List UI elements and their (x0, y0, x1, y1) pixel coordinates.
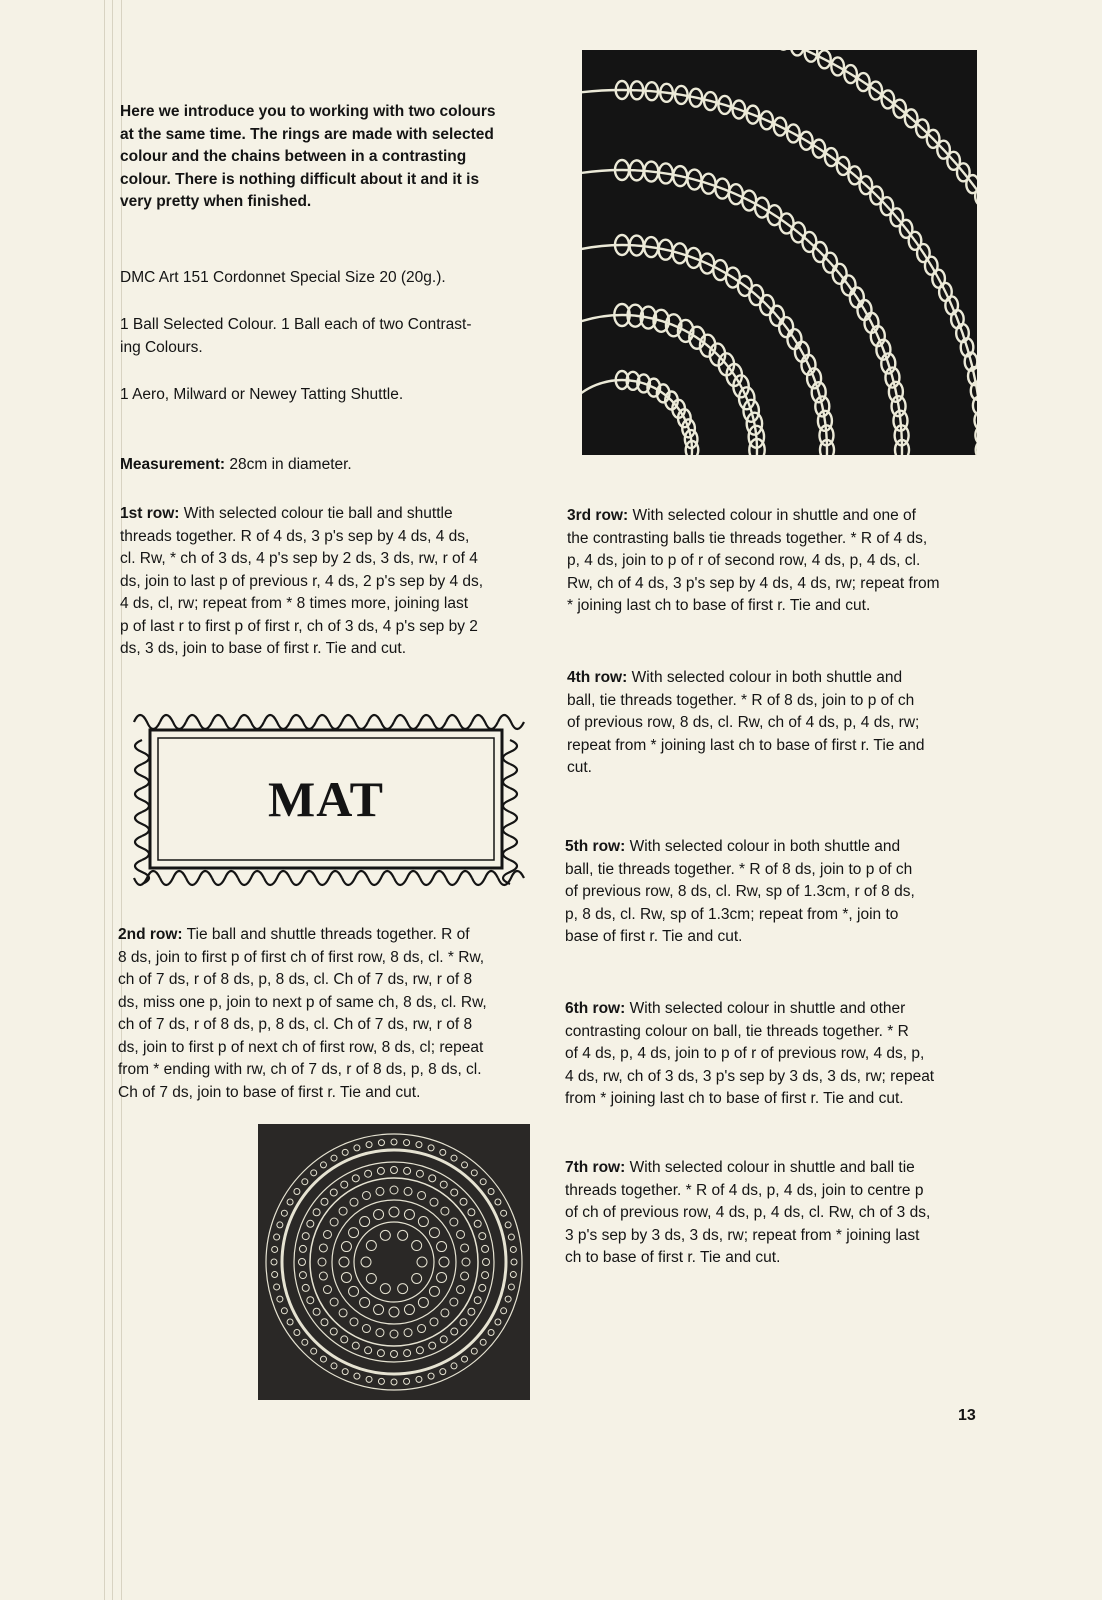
row-line: base of first r. Tie and cut. (565, 928, 743, 945)
row-line: ds, 3 ds, join to base of first r. Tie and cut. (120, 640, 407, 657)
row-line: of previous row, 8 ds, cl. Rw, ch of 4 ds, p, 4 ds, rw; (567, 714, 920, 731)
row-line: 4 ds, rw, ch of 3 ds, 3 p's sep by 3 ds, 3 ds, rw; repeat (565, 1067, 935, 1085)
row-2-instructions (118, 924, 540, 1104)
row-heading: 3rd row: (567, 507, 629, 524)
row-line: ball, tie threads together. * R of 8 ds, join to p of ch (565, 860, 913, 878)
row-line: of ch of previous row, 4 ds, p, 4 ds, cl. Rw, ch of 3 ds, (565, 1204, 931, 1221)
materials-balls-line: ing Colours. (120, 338, 203, 356)
row-line: of previous row, 8 ds, cl. Rw, sp of 1.3cm, r of 8 ds, (565, 883, 915, 900)
row-line: p, 8 ds, cl. Rw, sp of 1.3cm; repeat from *, join to (565, 905, 899, 923)
intro-line: colour and the chains between in a contrasting (120, 148, 467, 165)
materials-balls (120, 314, 472, 359)
row-line: ds, join to first p of next ch of first row, 8 ds, cl; repeat (118, 1038, 484, 1056)
row-5-instructions (565, 836, 987, 949)
row-line: ds, miss one p, join to next p of same ch, 8 ds, cl. Rw, (118, 993, 487, 1011)
title-frame (120, 700, 532, 900)
row-line: Ch of 7 ds, join to base of first r. Tie and cut. (118, 1083, 421, 1101)
measurement (120, 454, 352, 477)
row-line: With selected colour in shuttle and one of (632, 507, 916, 524)
row-7-instructions (565, 1157, 987, 1270)
intro-text (120, 101, 540, 214)
intro-line: Here we introduce you to working with two colours (120, 103, 496, 120)
row-1-instructions (120, 503, 540, 661)
measurement-value: 28cm in diameter. (229, 456, 352, 473)
materials-thread: DMC Art 151 Cordonnet Special Size 20 (20g.). (120, 269, 446, 286)
row-line: 3 p's sep by 3 ds, 3 ds, rw; repeat from * joining last (565, 1226, 920, 1244)
row-line: cl. Rw, * ch of 3 ds, 4 p's sep by 2 ds, 3 ds, rw, r of 4 (120, 550, 478, 567)
intro-line: very pretty when finished. (120, 193, 312, 210)
intro-line: colour. There is nothing difficult about it and it is (120, 170, 480, 188)
lace-closeup-photo (582, 50, 977, 455)
row-heading: 6th row: (565, 1000, 626, 1017)
row-heading: 4th row: (567, 669, 628, 686)
row-6-instructions (565, 998, 987, 1111)
row-line: With selected colour in shuttle and other (629, 1000, 906, 1017)
row-line: p of last r to first p of first r, ch of 3 ds, 4 p's sep by 2 (120, 617, 478, 635)
row-3-instructions (567, 505, 987, 618)
row-line: * joining last ch to base of first r. Tie and cut. (567, 597, 871, 614)
row-line: p, 4 ds, join to p of r of second row, 4 ds, p, 4 ds, cl. (567, 552, 921, 569)
row-line: from * ending with rw, ch of 7 ds, r of 8 ds, p, 8 ds, cl. (118, 1061, 482, 1078)
mat-photo (258, 1124, 530, 1400)
row-line: Tie ball and shuttle threads together. R of (186, 926, 470, 943)
row-heading: 7th row: (565, 1159, 626, 1176)
row-line: repeat from * joining last ch to base of first r. Tie and (567, 736, 925, 754)
row-line: ch of 7 ds, r of 8 ds, p, 8 ds, cl. Ch of 7 ds, rw, r of 8 (118, 1016, 473, 1033)
binding-line (112, 0, 113, 1600)
row-line: With selected colour in both shuttle and (629, 838, 901, 855)
row-line: 4 ds, cl, rw; repeat from * 8 times more, joining last (120, 595, 469, 612)
row-4-instructions (567, 667, 987, 780)
row-line: contrasting colour on ball, tie threads together. * R (565, 1022, 909, 1040)
row-line: of 4 ds, p, 4 ds, join to p of r of previous row, 4 ds, p, (565, 1045, 925, 1062)
materials-balls-line: 1 Ball Selected Colour. 1 Ball each of two Contrast- (120, 316, 472, 333)
row-line: from * joining last ch to base of first r. Tie and cut. (565, 1090, 904, 1107)
row-heading: 1st row: (120, 505, 180, 522)
row-line: ds, join to last p of previous r, 4 ds, 2 p's sep by 4 ds, (120, 572, 484, 590)
finished-mat-image (258, 1124, 530, 1400)
row-line: With selected colour in shuttle and ball tie (629, 1159, 915, 1176)
tatting-detail-image (582, 50, 977, 455)
materials-shuttle: 1 Aero, Milward or Newey Tatting Shuttle. (120, 386, 404, 403)
row-heading: 5th row: (565, 838, 626, 855)
row-line: 8 ds, join to first p of first ch of first row, 8 ds, cl. * Rw, (118, 948, 485, 966)
row-line: ch to base of first r. Tie and cut. (565, 1249, 781, 1266)
page-number: 13 (958, 1407, 976, 1424)
row-line: With selected colour tie ball and shuttle (183, 505, 453, 522)
binding-line (104, 0, 105, 1600)
row-line: ball, tie threads together. * R of 8 ds, join to p of ch (567, 691, 915, 709)
page-title: MAT (268, 771, 384, 827)
intro-line: at the same time. The rings are made with selected (120, 125, 494, 143)
row-heading: 2nd row: (118, 926, 183, 943)
row-line: ch of 7 ds, r of 8 ds, p, 8 ds, cl. Ch of 7 ds, rw, r of 8 (118, 971, 473, 988)
row-line: the contrasting balls tie threads together. * R of 4 ds, (567, 529, 928, 547)
measurement-label: Measurement: (120, 456, 226, 473)
row-line: With selected colour in both shuttle and (631, 669, 903, 686)
row-line: cut. (567, 759, 592, 776)
row-line: threads together. * R of 4 ds, p, 4 ds, join to centre p (565, 1181, 924, 1199)
row-line: Rw, ch of 4 ds, 3 p's sep by 4 ds, 4 ds, rw; repeat from (567, 574, 940, 592)
row-line: threads together. R of 4 ds, 3 p's sep by 4 ds, 4 ds, (120, 527, 470, 545)
